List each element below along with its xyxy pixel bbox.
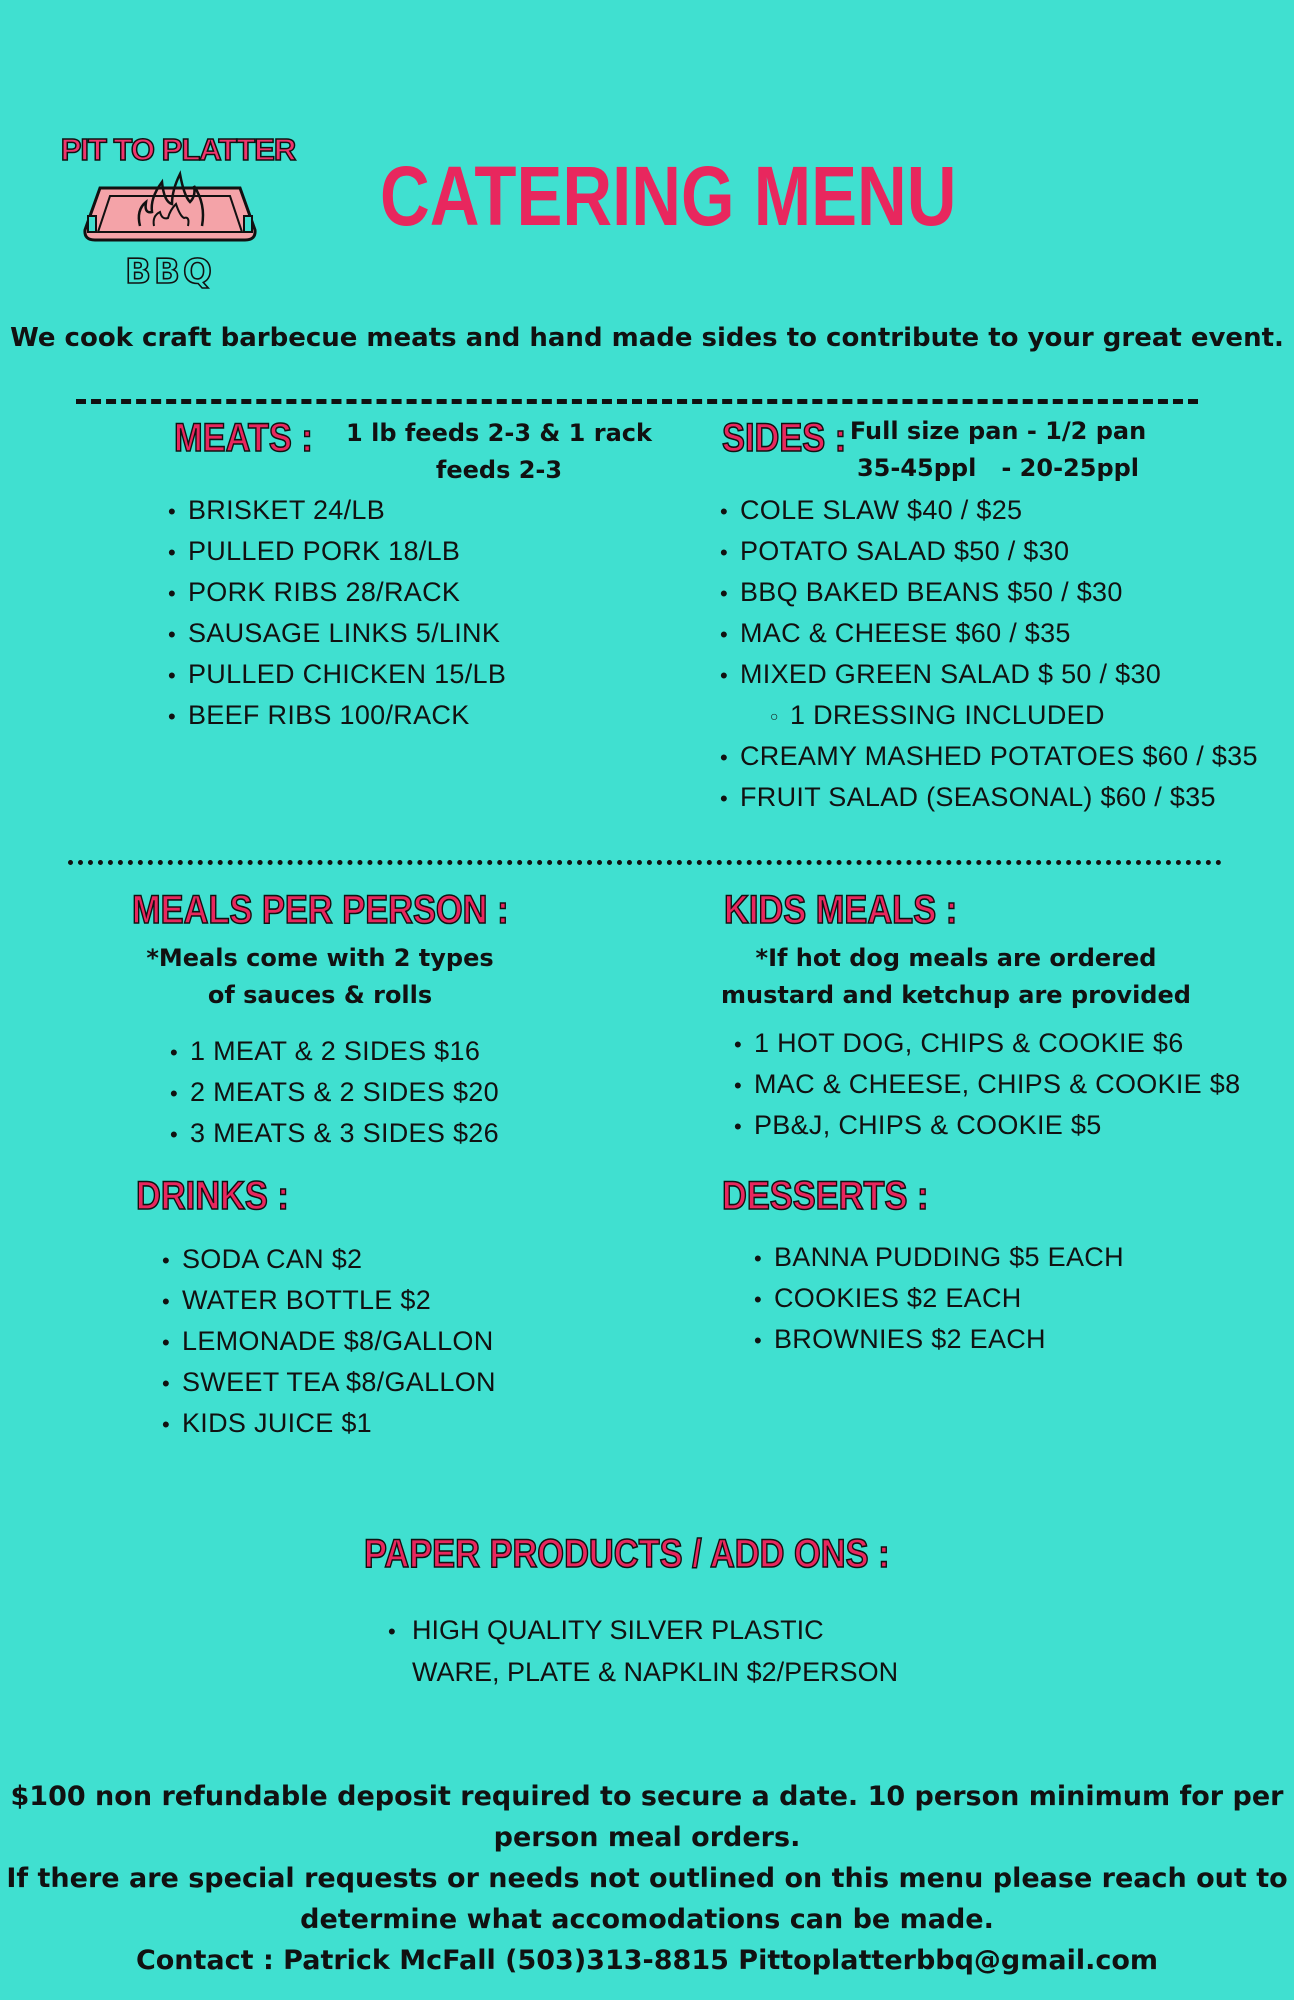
kids-heading: KIDS MEALS :	[724, 888, 958, 932]
sides-list	[720, 490, 1258, 818]
meats-heading: MEATS :	[174, 416, 313, 460]
tagline: We cook craft barbecue meats and hand made sides to contribute to your great event.	[10, 323, 1284, 353]
list-item: • WATER BOTTLE $2	[162, 1280, 496, 1321]
dotted-divider	[68, 860, 1222, 865]
paper-item-line2: WARE, PLATE & NAPKLIN $2/PERSON	[412, 1657, 899, 1687]
kids-note-line2: mustard and ketchup are provided	[721, 981, 1191, 1009]
meals-heading: MEALS PER PERSON :	[132, 888, 509, 932]
list-item: • MIXED GREEN SALAD $ 50 / $30	[720, 654, 1258, 695]
list-item: • COLE SLAW $40 / $25	[720, 490, 1258, 531]
list-item: • BANNA PUDDING $5 EACH	[754, 1237, 1124, 1278]
list-item: • LEMONADE $8/GALLON	[162, 1321, 496, 1362]
meats-list	[168, 490, 506, 736]
footer-line3: If there are special requests or needs not outlined on this menu please reach out to	[6, 1863, 1288, 1894]
logo-top-text: PIT TO PLATTER	[60, 132, 296, 167]
list-item: • BEEF RIBS 100/RACK	[168, 695, 506, 736]
desserts-heading: DESSERTS :	[722, 1174, 929, 1218]
list-item: • MAC & CHEESE $60 / $35	[720, 613, 1258, 654]
meals-note	[120, 940, 520, 1014]
list-item: • PULLED PORK 18/LB	[168, 531, 506, 572]
sides-note-line2: 35-45ppl - 20-25ppl	[856, 454, 1140, 482]
list-item: • PORK RIBS 28/RACK	[168, 572, 506, 613]
footer	[0, 1776, 1294, 1981]
list-item: • 1 HOT DOG, CHIPS & COOKIE $6	[734, 1023, 1240, 1064]
desserts-list	[754, 1237, 1124, 1360]
kids-note-line1: *If hot dog meals are ordered	[755, 944, 1157, 972]
sides-note	[838, 413, 1158, 487]
list-item: • MAC & CHEESE, CHIPS & COOKIE $8	[734, 1064, 1240, 1105]
list-item: • 3 MEATS & 3 SIDES $26	[170, 1113, 499, 1154]
list-item: • SODA CAN $2	[162, 1239, 496, 1280]
paper-item	[388, 1610, 898, 1692]
bbq-tray-flame-icon	[80, 168, 260, 248]
list-item: • COOKIES $2 EACH	[754, 1278, 1124, 1319]
list-item: • SWEET TEA $8/GALLON	[162, 1362, 496, 1403]
page-title: CATERING MENU	[380, 149, 957, 243]
list-item: • 1 MEAT & 2 SIDES $16	[170, 1031, 499, 1072]
list-item: • SAUSAGE LINKS 5/LINK	[168, 613, 506, 654]
meats-note	[340, 415, 658, 489]
meats-note-line1: 1 lb feeds 2-3 & 1 rack	[346, 419, 652, 447]
list-item: • CREAMY MASHED POTATOES $60 / $35	[720, 736, 1258, 777]
footer-contact: Contact : Patrick McFall (503)313-8815 Pittoplatterbbq@gmail.com	[135, 1945, 1159, 1976]
footer-line1: $100 non refundable deposit required to secure a date. 10 person minimum for per	[10, 1781, 1284, 1812]
dashed-divider	[76, 399, 1198, 404]
sides-note-line1: Full size pan - 1/2 pan	[849, 417, 1147, 445]
list-item: • PULLED CHICKEN 15/LB	[168, 654, 506, 695]
paper-heading: PAPER PRODUCTS / ADD ONS :	[364, 1532, 890, 1576]
meats-note-line2: feeds 2-3	[435, 456, 563, 484]
list-item: • FRUIT SALAD (SEASONAL) $60 / $35	[720, 777, 1258, 818]
list-item: • BRISKET 24/LB	[168, 490, 506, 531]
kids-note	[716, 940, 1196, 1014]
meals-list	[170, 1031, 499, 1154]
paper-item-line1: • HIGH QUALITY SILVER PLASTIC	[388, 1615, 824, 1645]
list-item: • PB&J, CHIPS & COOKIE $5	[734, 1105, 1240, 1146]
meals-note-line1: *Meals come with 2 types	[146, 944, 494, 972]
list-item: • POTATO SALAD $50 / $30	[720, 531, 1258, 572]
meals-note-line2: of sauces & rolls	[207, 981, 433, 1009]
list-item: • BBQ BAKED BEANS $50 / $30	[720, 572, 1258, 613]
kids-list	[734, 1023, 1240, 1146]
footer-line4: determine what accomodations can be made.	[300, 1904, 994, 1935]
list-subitem: ○ 1 DRESSING INCLUDED	[720, 695, 1258, 736]
list-item: • 2 MEATS & 2 SIDES $20	[170, 1072, 499, 1113]
footer-line2: person meal orders.	[493, 1822, 801, 1853]
list-item: • KIDS JUICE $1	[162, 1403, 496, 1444]
list-item: • BROWNIES $2 EACH	[754, 1319, 1124, 1360]
logo-bottom-text: BBQ	[125, 252, 215, 292]
drinks-list	[162, 1239, 496, 1444]
drinks-heading: DRINKS :	[136, 1174, 289, 1218]
sides-heading: SIDES :	[722, 416, 847, 460]
